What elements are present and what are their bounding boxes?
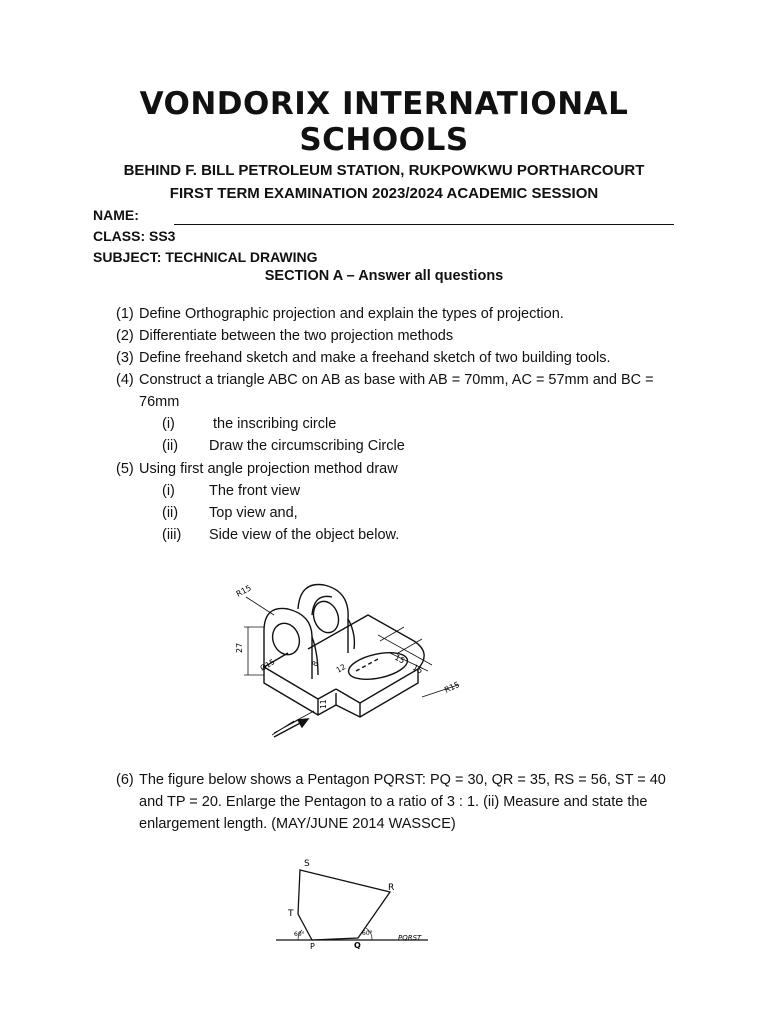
dimension-label: 12 xyxy=(334,662,348,675)
question-text: Differentiate between the two projection methods xyxy=(139,328,454,344)
sub-item-text: The front view xyxy=(209,483,301,499)
vertex-label-t: T xyxy=(288,909,294,919)
vertex-label-p: P xyxy=(310,942,315,950)
dimension-label: 11 xyxy=(319,699,328,709)
question-5 xyxy=(0,458,768,546)
question-text: Define freehand sketch and make a freehand sketch of two building tools. xyxy=(139,350,611,366)
name-line xyxy=(174,224,674,225)
question-text-line2: 76mm xyxy=(139,394,180,410)
dimension-label: 8 xyxy=(309,659,321,668)
sub-item-text: Top view and, xyxy=(209,505,298,521)
vertex-label-r: R xyxy=(388,883,395,893)
question-text-line3: enlargement length. (MAY/JUNE 2014 WASSCE) xyxy=(139,816,456,832)
exam-title: FIRST TERM EXAMINATION 2023/2024 ACADEMIC SESSION xyxy=(169,185,599,202)
sub-item-number: (ii) xyxy=(162,505,179,521)
school-address: BEHIND F. BILL PETROLEUM STATION, RUKPOWKWU PORTHARCOURT xyxy=(123,162,645,179)
question-number: (5) xyxy=(116,461,134,477)
question-number: (1) xyxy=(116,306,134,322)
question-text-line1: The figure below shows a Pentagon PQRST: PQ = 30, QR = 35, RS = 56, ST = 40 xyxy=(139,772,666,788)
pentagon-figure xyxy=(272,852,440,950)
school-name-line1: VONDORIX INTERNATIONAL xyxy=(139,86,629,122)
question-number: (2) xyxy=(116,328,134,344)
vertex-label-s: S xyxy=(304,859,310,869)
sub-item-text: Draw the circumscribing Circle xyxy=(209,438,405,454)
question-2 xyxy=(0,325,768,347)
sub-item-number: (ii) xyxy=(162,438,179,454)
dimension-label: 15 xyxy=(411,662,425,676)
sub-item-number: (i) xyxy=(162,483,175,499)
question-4 xyxy=(0,369,768,457)
dimension-label: 27 xyxy=(235,642,244,653)
dimension-label: Ø15 xyxy=(258,657,277,673)
dimension-label: R15 xyxy=(234,583,253,599)
question-text-line2: and TP = 20. Enlarge the Pentagon to a ratio of 3 : 1. (ii) Measure and state the xyxy=(139,794,648,810)
question-3 xyxy=(0,347,768,369)
isometric-bracket-figure xyxy=(228,575,478,750)
line-label: PQRST xyxy=(398,934,422,942)
school-name-line2: SCHOOLS xyxy=(299,122,469,158)
question-number: (6) xyxy=(116,772,134,788)
name-label: NAME: xyxy=(93,207,139,223)
question-number: (3) xyxy=(116,350,134,366)
question-1 xyxy=(0,303,768,325)
question-text: Using first angle projection method draw xyxy=(139,461,398,477)
sub-item-number: (iii) xyxy=(162,527,182,543)
subject-label: SUBJECT: TECHNICAL DRAWING xyxy=(93,249,318,265)
sub-item-text: Side view of the object below. xyxy=(209,527,400,543)
angle-label: 60° xyxy=(362,930,373,937)
question-6 xyxy=(0,769,768,835)
question-text: Define Orthographic projection and explain the types of projection. xyxy=(139,306,564,322)
class-label: CLASS: SS3 xyxy=(93,228,176,244)
angle-label: 60° xyxy=(294,931,305,938)
question-number: (4) xyxy=(116,372,134,388)
sub-item-number: (i) xyxy=(162,416,175,432)
section-title: SECTION A – Answer all questions xyxy=(264,268,504,284)
vertex-label-q: Q xyxy=(354,941,361,950)
sub-item-text: the inscribing circle xyxy=(213,416,337,432)
dimension-label: 15 xyxy=(393,652,407,666)
dimension-label: R15 xyxy=(443,679,462,695)
question-text-line1: Construct a triangle ABC on AB as base with AB = 70mm, AC = 57mm and BC = xyxy=(139,372,654,388)
arrow-icon xyxy=(274,719,308,737)
